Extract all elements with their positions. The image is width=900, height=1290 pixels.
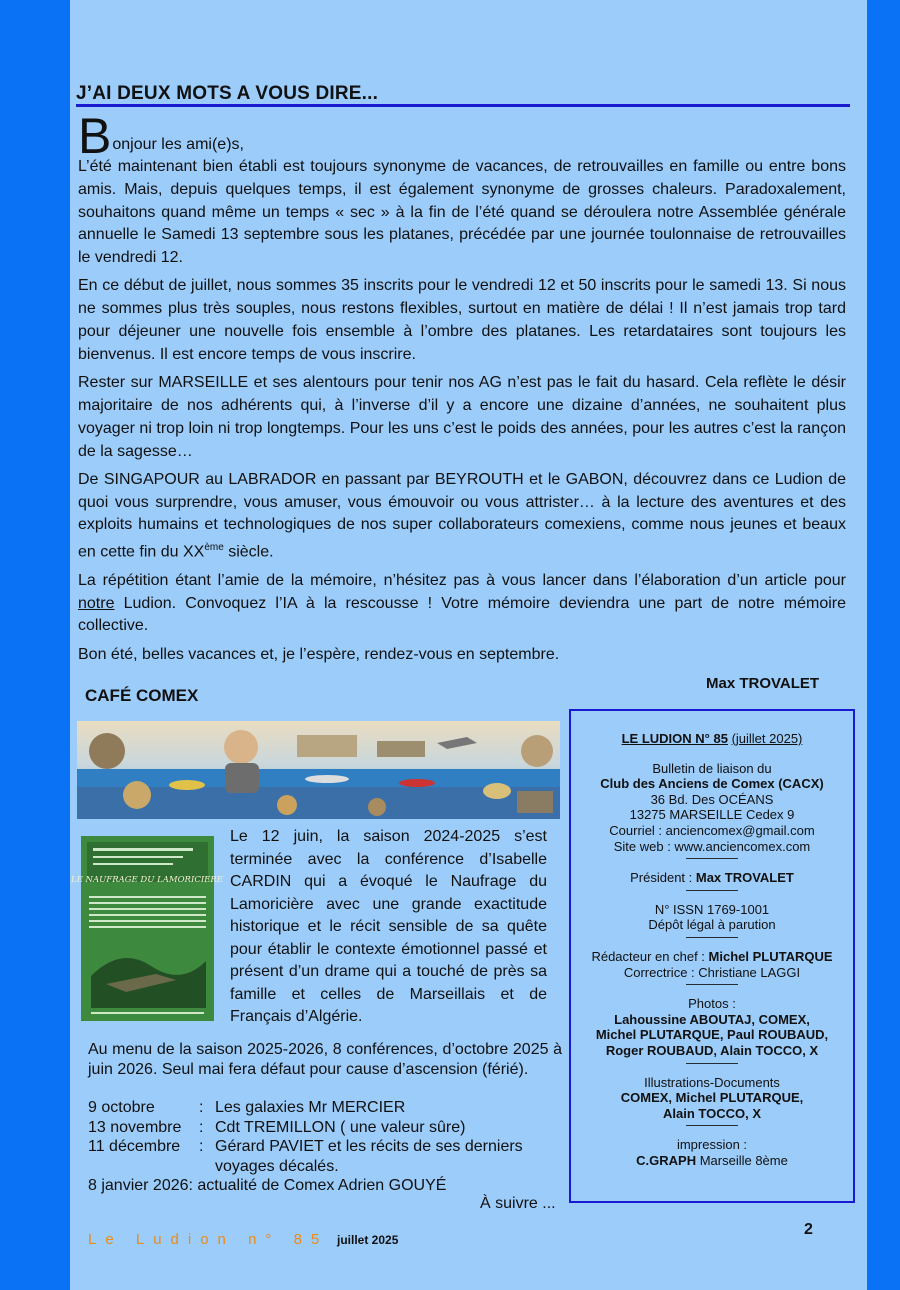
fresco-banner-image <box>77 721 560 819</box>
president-label: Président : <box>630 870 696 886</box>
editor-label: Rédacteur en chef : <box>591 948 709 964</box>
footer-publication-name: Le Ludion n° 85 <box>88 1231 329 1248</box>
photos-credit: Michel PLUTARQUE, Paul ROUBAUD, <box>595 1027 829 1043</box>
menu-date: 9 octobre <box>88 1099 155 1116</box>
paragraph-2: En ce début de juillet, nous sommes 35 inscrits pour le vendredi 12 et 50 inscrits pour le samedi 13. Si nous ne sommes plus très souples, nous restons flexibles, surtout en matière de délai ! Il n’est jamais trop tard pour déjeuner une nouvelle fois ensemble à l’ombre des platanes. Les retardataires sont toujours les bienvenus. Il est encore temps de vous inscrire. <box>78 277 846 363</box>
paragraph-5-b: Ludion. Convoquez l’IA à la rescousse ! Votre mémoire deviendra une part de notre mémoire collective. <box>78 594 846 635</box>
photos-credit: Roger ROUBAUD, Alain TOCCO, X <box>605 1042 819 1058</box>
greeting: onjour les ami(e)s, <box>112 136 244 153</box>
editor-name: Michel PLUTARQUE <box>708 948 833 964</box>
menu-date: 13 novembre <box>88 1118 182 1136</box>
printing-line <box>571 1153 853 1169</box>
editorial-body <box>78 108 846 672</box>
menu-row <box>88 1137 558 1176</box>
paragraph-5-a: La répétition étant l’amie de la mémoire, n’hésitez pas à vous lancer dans l’élaboration d’un article pour <box>78 571 846 589</box>
menu-last-row: 8 janvier 2026: actualité de Comex Adrien GOUYÉ <box>88 1177 447 1194</box>
email-line: Courriel : anciencomex@gmail.com <box>609 822 815 838</box>
divider: ———— <box>686 850 738 866</box>
proofreader-line: Correctrice : Christiane LAGGI <box>623 964 801 980</box>
illustrations-label: Illustrations-Documents <box>644 1074 780 1090</box>
divider: ———— <box>686 976 738 992</box>
fresco-illustration <box>77 721 560 819</box>
poster-illustration <box>71 836 223 1021</box>
paragraph-1: L’été maintenant bien établi est toujours synonyme de vacances, de retrouvailles en famille ou entre bons amis. Mais, depuis quelques temps, il est également synonyme de grosses chaleurs. Paradoxalement, souhaitons quand même un temps « sec » à la fin de l’été quand se déroulera notre Assemblée générale annuelle le Samedi 13 septembre sous les platanes, précédée par une journée toulonnaise de retrouvailles le vendredi 12. <box>78 158 846 267</box>
menu-intro: Au menu de la saison 2025-2026, 8 conférences, d’octobre 2025 à juin 2026. Seul mai fera défaut pour cause d’ascension (férié). <box>88 1041 562 1078</box>
title-rule <box>76 104 850 107</box>
illustrations-credit: COMEX, Michel PLUTARQUE, <box>620 1090 804 1106</box>
menu-row <box>88 1098 558 1118</box>
underlined-word: notre <box>78 594 115 612</box>
poster-title: LE NAUFRAGE DU LAMORICIERE <box>71 875 223 885</box>
conference-poster-image <box>71 836 223 1021</box>
club-name: Club des Anciens de Comex (CACX) <box>600 776 824 792</box>
address-line: 36 Bd. Des OCÉANS <box>650 791 774 807</box>
divider: ———— <box>686 1054 738 1070</box>
paragraph-4 <box>78 469 846 565</box>
editor-line <box>571 949 853 965</box>
website-line: Site web : www.anciencomex.com <box>613 838 811 854</box>
paragraph-3: Rester sur MARSEILLE et ses alentours pour tenir nos AG n’est pas le fait du hasard. Cela reflète le désir majoritaire de nos adhérents qui, à l’inverse d’il y a encore une dizaine d’années, ne souhaitent plus voyager ni trop loin ni trop longtemps. Pour les uns c’est le poids des années, pour les autres c’est la rançon de la sagesse… <box>78 374 846 460</box>
illustrations-credit: Alain TOCCO, X <box>663 1105 761 1121</box>
menu-colon: : <box>199 1138 204 1155</box>
page <box>70 0 867 1290</box>
drop-cap: B <box>78 108 112 164</box>
menu-desc: Les galaxies Mr MERCIER <box>215 1099 406 1116</box>
photos-credit: Lahoussine ABOUTAJ, COMEX, <box>614 1011 810 1027</box>
menu-desc: Gérard PAVIET et les récits de ses derniers voyages décalés. <box>215 1138 523 1175</box>
address-line: 13275 MARSEILLE Cedex 9 <box>629 807 795 823</box>
article-title: J’AI DEUX MOTS A VOUS DIRE... <box>76 83 379 104</box>
menu-colon: : <box>199 1099 204 1116</box>
page-number: 2 <box>804 1221 813 1238</box>
president-name: Max TROVALET <box>695 870 794 886</box>
printing-label: impression : <box>676 1137 748 1153</box>
paragraph-4-text: De SINGAPOUR au LABRADOR en passant par BEYROUTH et le GABON, découvrez dans ce Ludion de quoi vous surprendre, vous amuser, vous émouvoir ou vous attrister… à la lecture des aventures et des exploits humains et technologiques de nos super collaborateurs comexiens, comme nous jeunes et beaux en cette fin du XX <box>78 470 846 561</box>
cafe-paragraph: Le 12 juin, la saison 2024-2025 s’est terminée avec la conférence d’Isabelle CARDIN qui a évoqué le Naufrage du Lamoricière avec une grande exactitude historique et le récit sensible de sa quête pour établir le contexte émotionnel passé et présent d’un drame qui a touché de près sa famille et celles de Marseillais et de Français d’Algérie. <box>230 828 547 1025</box>
bulletin-line: Bulletin de liaison du <box>652 760 772 776</box>
menu-colon: : <box>199 1118 204 1136</box>
divider: ———— <box>686 881 738 897</box>
paragraph-4-end: siècle. <box>223 543 274 561</box>
to-be-continued: À suivre ... <box>480 1195 556 1212</box>
paragraph-5 <box>78 570 846 638</box>
printer-name: C.GRAPH <box>636 1152 697 1168</box>
divider: ———— <box>686 928 738 944</box>
conference-menu <box>88 1098 558 1196</box>
paragraph-6: Bon été, belles vacances et, je l’espère, rendez-vous en septembre. <box>78 645 560 663</box>
cafe-comex-title: CAFÉ COMEX <box>85 686 199 705</box>
depot-line: Dépôt légal à parution <box>648 917 776 933</box>
colophon-box <box>569 709 855 1203</box>
issn-line: N° ISSN 1769-1001 <box>654 901 770 917</box>
signature: Max TROVALET <box>706 675 820 692</box>
menu-desc: Cdt TREMILLON ( une valeur sûre) <box>215 1118 466 1136</box>
photos-label: Photos : <box>688 996 736 1012</box>
issue-date: (juillet 2025) <box>731 731 803 746</box>
footer-date: juillet 2025 <box>337 1233 399 1247</box>
menu-row <box>88 1118 558 1138</box>
menu-date: 11 décembre <box>88 1138 181 1155</box>
printer-city: Marseille 8ème <box>696 1152 788 1168</box>
colophon-title <box>571 731 853 747</box>
century-superscript: ème <box>204 542 224 554</box>
issue-title: LE LUDION N° 85 <box>621 731 728 746</box>
divider: ———— <box>686 1117 738 1133</box>
